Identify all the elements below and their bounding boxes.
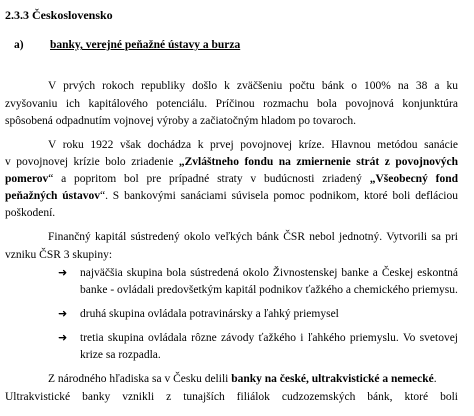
bullet-1-line-1: najväčšia skupina bola sústredená okolo Živnostenskej banke a Českej eskontná <box>80 267 458 279</box>
paragraph-1-line-2: zvyšovaniu ich kapitálového potenciálu. Príčinou rozmachu bola povojnová konjunktúra <box>5 98 458 110</box>
section-heading: 2.3.3 Československo <box>5 8 113 22</box>
p4-l1-bold: banky na české, ultrakvistické a nemecké <box>231 373 434 385</box>
p2-l2-text: v povojnovej krízie bolo zriadenie <box>5 156 179 168</box>
paragraph-3-line-2: vzniku ČSR 3 skupiny: <box>5 249 113 261</box>
paragraph-3-line-1: Finančný kapitál sústredený okolo veľkých bánk ČSR nebol jednotný. Vytvorili sa pri <box>48 231 458 243</box>
p2-l4-bold: peňažných ústavov <box>5 190 100 202</box>
subsection-title: banky, verejné peňažné ústavy a burza <box>50 39 241 51</box>
arrow-bullet-icon: ➜ <box>58 331 68 344</box>
paragraph-2-line-1: V roku 1922 však dochádza k prvej povojnovej kríze. Hlavnou metódou sanácie <box>48 139 458 151</box>
bullet-3-line-2: krize sa rozpadla. <box>80 349 161 361</box>
p2-l3-bold-c: „Všeobecný fond <box>369 173 459 185</box>
bullet-2: druhá skupina ovládala potravinársky a ľahký priemysel <box>80 308 339 320</box>
bullet-3-line-1: tretia skupina ovládala rôzne závody ťažkého i ľahkého priemyslu. Vo svetovej <box>80 332 458 344</box>
arrow-bullet-icon: ➜ <box>58 307 68 320</box>
paragraph-2-line-5: poškodení. <box>5 207 56 219</box>
paragraph-4-line-2: Ultrakvistické banky vznikli z tunajších filiálok cudzozemských bánk, ktoré boli <box>5 391 458 403</box>
p2-l4-text: “. S bankovými sanáciami súvisela pomoc podnikom, ktoré boli defláciou <box>99 190 458 202</box>
p2-l2-bold: „Zvláštneho fondu na zmiernenie strát z povojnových <box>178 156 458 168</box>
paragraph-2-line-3 <box>5 172 458 186</box>
p4-l1-text: Z národného hľadiska sa v Česku delili <box>48 373 232 385</box>
p2-l3-text: “ a popritom bol pre prípadné straty v budúcnosti zriadený <box>48 173 370 185</box>
p4-l1-end: . <box>433 373 437 385</box>
paragraph-2-line-2 <box>5 155 458 169</box>
paragraph-4-line-1 <box>48 372 437 386</box>
p2-l3-bold-a: pomerov <box>5 173 49 185</box>
bullet-1-line-2: banke - ovládali predovšetkým kapitál podnikov ťažkého a chemického priemysu. <box>80 284 458 296</box>
paragraph-1-line-1: V prvých rokoch republiky došlo k zväčšeniu počtu bánk o 100% na 38 a ku <box>48 80 458 92</box>
subsection-letter: a) <box>14 39 24 51</box>
paragraph-2-line-4 <box>5 189 458 203</box>
arrow-bullet-icon: ➜ <box>58 266 68 279</box>
paragraph-1-line-3: spôsobená odpadnutím vojnovej výroby a začiatočným hladom po tovaroch. <box>5 115 356 127</box>
